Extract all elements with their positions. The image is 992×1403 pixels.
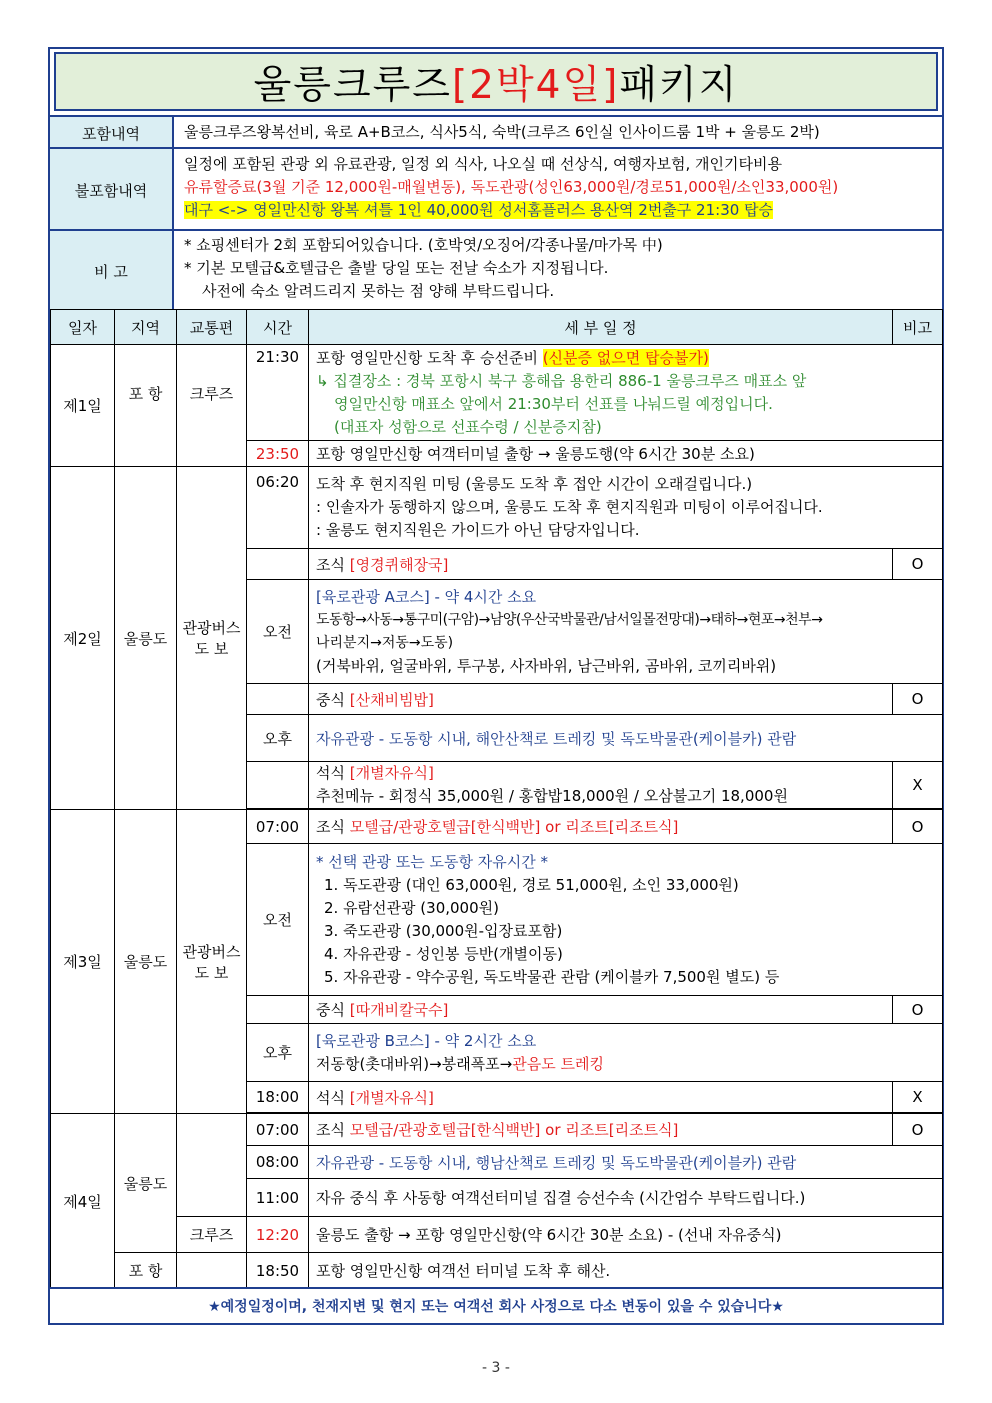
option-title: * 선택 관광 또는 도동항 자유시간 *	[316, 852, 548, 871]
day3-time1: 07:00	[247, 810, 309, 844]
day2-lunch-note: O	[893, 684, 943, 715]
option-5: 5. 자유관광 - 약수공원, 독도박물관 관람 (케이블카 7,500원 별도) 등	[324, 967, 780, 986]
remarks-line1: * 쇼핑센터가 2회 포함되어있습니다. (호박엿/오징어/각종나물/마가목 中)	[184, 236, 663, 254]
day4-time1: 07:00	[247, 1114, 309, 1146]
dinner-label: 석식	[316, 1088, 350, 1107]
course-b-route: 저동항(촛대바위)→봉래폭포→	[316, 1054, 513, 1073]
day4-time2: 08:00	[247, 1146, 309, 1179]
day1-time1: 21:30	[247, 345, 309, 441]
course-a-route: 도동항→사동→통구미(구암)→남양(우산국박물관/남서일몰전망대)→태하→현포→천부→	[316, 611, 823, 628]
day1-region: 포 항	[115, 345, 177, 467]
day4-region1: 울릉도	[115, 1114, 177, 1253]
day1-boarding: 포항 영일만신항 도착 후 승선준비	[316, 348, 543, 367]
day2-arrival-row	[51, 467, 943, 549]
dinner-menu: [개별자유식]	[349, 1088, 434, 1107]
excluded-line1: 일정에 포함된 관광 외 유료관광, 일정 외 식사, 나오실 때 선상식, 여행자보험, 개인기타비용	[184, 155, 782, 173]
day4-row5	[51, 1253, 943, 1289]
day3-time2: 18:00	[247, 1082, 309, 1113]
ticket-pickup-note: (대표자 성함으로 선표수령 / 신분증지참)	[334, 417, 602, 436]
schedule-header-row	[51, 310, 943, 345]
day3-label: 제3일	[51, 810, 115, 1114]
day2-arrival-line1: 도착 후 현지직원 미팅 (울릉도 도착 후 접안 시간이 오래걸립니다.)	[316, 475, 753, 493]
remarks-line3: 사전에 숙소 알려드리지 못하는 점 양해 부탁드립니다.	[202, 282, 555, 300]
header-transport: 교통편	[177, 310, 247, 345]
header-detail: 세 부 일 정	[309, 310, 893, 345]
title-part2: 패키지	[619, 62, 739, 108]
day2-transport-walk: 도 보	[194, 640, 229, 658]
footer-notice: ★예정일정이며, 천재지변 및 현지 또는 여객선 회사 사정으로 다소 변동이 있을 수 있습니다★	[50, 1287, 942, 1323]
option-2: 2. 유람선관광 (30,000원)	[324, 898, 499, 917]
day3-transport-bus: 관광버스	[182, 942, 241, 961]
day3-dinner	[309, 1082, 893, 1113]
day4-arrival: 포항 영일만신항 여객선 터미널 도착 후 해산.	[309, 1253, 943, 1289]
lunch-menu: [따개비칼국수]	[349, 1001, 449, 1019]
day4-region2: 포 항	[115, 1253, 177, 1289]
dinner-menu: [개별자유식]	[349, 764, 434, 782]
course-b-trek: 관음도 트레킹	[512, 1054, 604, 1073]
day4-departure: 울릉도 출항 → 포항 영일만신항(약 6시간 30분 소요) - (선내 자유중식)	[309, 1217, 943, 1253]
excluded-label: 불포함내역	[50, 149, 174, 231]
day4-transport-blank2	[177, 1253, 247, 1289]
day1-time2: 23:50	[247, 441, 309, 467]
day4-breakfast-row	[51, 1114, 943, 1146]
breakfast-menu: [영경퀴해장국]	[349, 555, 449, 574]
day2-label: 제2일	[51, 467, 115, 810]
breakfast-label: 조식	[316, 818, 350, 836]
day2-time1: 06:20	[247, 467, 309, 549]
included-label: 포함내역	[50, 117, 174, 149]
day4-time3: 11:00	[247, 1179, 309, 1217]
header-note: 비고	[893, 310, 943, 345]
page-title	[54, 52, 938, 111]
lunch-label: 중식	[316, 690, 350, 709]
day2-transport	[177, 467, 247, 810]
day2-dinner-note: X	[893, 762, 943, 809]
day3-am-label: 오전	[247, 844, 309, 996]
day2-breakfast	[309, 549, 893, 580]
title-part1: 울릉크루즈	[253, 62, 452, 108]
day1-detail1	[309, 345, 943, 441]
ticket-note: 영일만신항 매표소 앞에서 21:30부터 선표를 나눠드릴 예정입니다.	[334, 394, 773, 413]
day4-breakfast-note: O	[893, 1114, 943, 1146]
course-b-title: [육로관광 B코스] - 약 2시간 소요	[316, 1031, 537, 1050]
title-duration: [2박4일]	[451, 62, 620, 108]
day4-transport-blank	[177, 1114, 247, 1217]
day2-course-a	[309, 580, 943, 684]
day3-region: 울릉도	[115, 810, 177, 1114]
day4-free-tour: 자유관광 - 도동항 시내, 행남산책로 트레킹 및 독도박물관(케이블카) 관람	[309, 1146, 943, 1179]
course-a-route-cont: 나리분지→저동→도동)	[316, 634, 454, 651]
day3-breakfast	[309, 810, 893, 844]
dinner-label: 석식	[316, 764, 350, 782]
day3-pm-label: 오후	[247, 1024, 309, 1082]
day2-dinner	[309, 762, 893, 809]
day2-transport-bus: 관광버스	[182, 619, 241, 637]
day4-time5: 18:50	[247, 1253, 309, 1289]
day3-breakfast-note: O	[893, 810, 943, 844]
header-day: 일자	[51, 310, 115, 345]
day1-transport: 크루즈	[177, 345, 247, 467]
day2-arrival-line2: : 인솔자가 동행하지 않으며, 울릉도 도착 후 현지직원과 미팅이 이루어집니다.	[316, 498, 823, 516]
day4-time4: 12:20	[247, 1217, 309, 1253]
page-number: - 3 -	[482, 1360, 510, 1376]
remarks-line2: * 기본 모텔급&호텔급은 출발 당일 또는 전날 숙소가 지정됩니다.	[184, 259, 609, 277]
day4-breakfast	[309, 1114, 893, 1146]
course-a-title: [육로관광 A코스] - 약 4시간 소요	[316, 587, 537, 606]
day3-course-b	[309, 1024, 943, 1082]
day1-label: 제1일	[51, 345, 115, 467]
day2-arrival-line3: : 울릉도 현지직원은 가이드가 아닌 담당자입니다.	[316, 521, 640, 539]
meeting-place: ↳ 집결장소 : 경북 포항시 북구 흥해읍 용한리 886-1 울릉크루즈 매표소 앞	[316, 371, 807, 390]
day2-pm-label: 오후	[247, 715, 309, 762]
remarks-label: 비 고	[50, 231, 174, 311]
day2-region: 울릉도	[115, 467, 177, 810]
day2-free-tour: 자유관광 - 도동항 시내, 해안산책로 트레킹 및 독도박물관(케이블카) 관람	[309, 715, 943, 762]
excluded-line2: 유류할증료(3월 기준 12,000원-매월변동), 독도관광(성인63,000원/경로51,000원/소인33,000원)	[184, 178, 839, 196]
lunch-menu: [산채비빔밥]	[349, 690, 434, 709]
course-a-sights: (거북바위, 얼굴바위, 투구봉, 사자바위, 남근바위, 곰바위, 코끼리바위)	[316, 656, 777, 675]
day4-row4	[51, 1217, 943, 1253]
day3-lunch	[309, 996, 893, 1024]
breakfast-label: 조식	[316, 1121, 350, 1139]
header-time: 시간	[247, 310, 309, 345]
day4-lunch-checkin: 자유 중식 후 사동항 여객선터미널 집결 승선수속 (시간엄수 부탁드립니다.)	[309, 1179, 943, 1217]
day2-breakfast-note: O	[893, 549, 943, 580]
shuttle-info: 대구 <-> 영일만신항 왕복 셔틀 1인 40,000원 성서홈플러스 용산역 2번출구 21:30 탑승	[184, 201, 774, 219]
day3-transport	[177, 810, 247, 1114]
day3-breakfast-row	[51, 810, 943, 844]
itinerary-document	[48, 47, 944, 1325]
dinner-recommendation: 추천메뉴 - 회정식 35,000원 / 홍합밥18,000원 / 오삼불고기 18,000원	[316, 787, 788, 805]
option-4: 4. 자유관광 - 성인봉 등반(개별이동)	[324, 944, 563, 963]
included-text: 울릉크루즈왕복선비, 육로 A+B코스, 식사5식, 숙박(크루즈 6인실 인사이드룸 1박 + 울릉도 2박)	[184, 123, 820, 141]
breakfast-menu: 모텔급/관광호텔급[한식백반] or 리조트[리조트식]	[349, 818, 679, 836]
day4-transport: 크루즈	[177, 1217, 247, 1253]
day3-transport-walk: 도 보	[194, 963, 229, 982]
lunch-label: 중식	[316, 1001, 350, 1019]
day2-arrival	[309, 467, 943, 549]
excluded-row	[50, 147, 942, 231]
breakfast-label: 조식	[316, 555, 350, 574]
day2-lunch	[309, 684, 893, 715]
option-1: 1. 독도관광 (대인 63,000원, 경로 51,000원, 소인 33,000원)	[324, 875, 739, 894]
day3-options	[309, 844, 943, 996]
breakfast-menu: 모텔급/관광호텔급[한식백반] or 리조트[리조트식]	[349, 1121, 679, 1139]
day2-am-label: 오전	[247, 580, 309, 684]
option-3: 3. 죽도관광 (30,000원-입장료포함)	[324, 921, 563, 940]
included-row	[50, 115, 942, 149]
header-region: 지역	[115, 310, 177, 345]
day3-dinner-note: X	[893, 1082, 943, 1113]
id-required-note: (신분증 없으면 탑승불가)	[542, 348, 709, 367]
day3-lunch-note: O	[893, 996, 943, 1024]
day1-departure: 포항 영일만신항 여객터미널 출항 → 울릉도행(약 6시간 30분 소요)	[309, 441, 943, 467]
schedule-table	[50, 309, 943, 1289]
day1-row1	[51, 345, 943, 441]
day4-label: 제4일	[51, 1114, 115, 1289]
remarks-row	[50, 229, 942, 311]
